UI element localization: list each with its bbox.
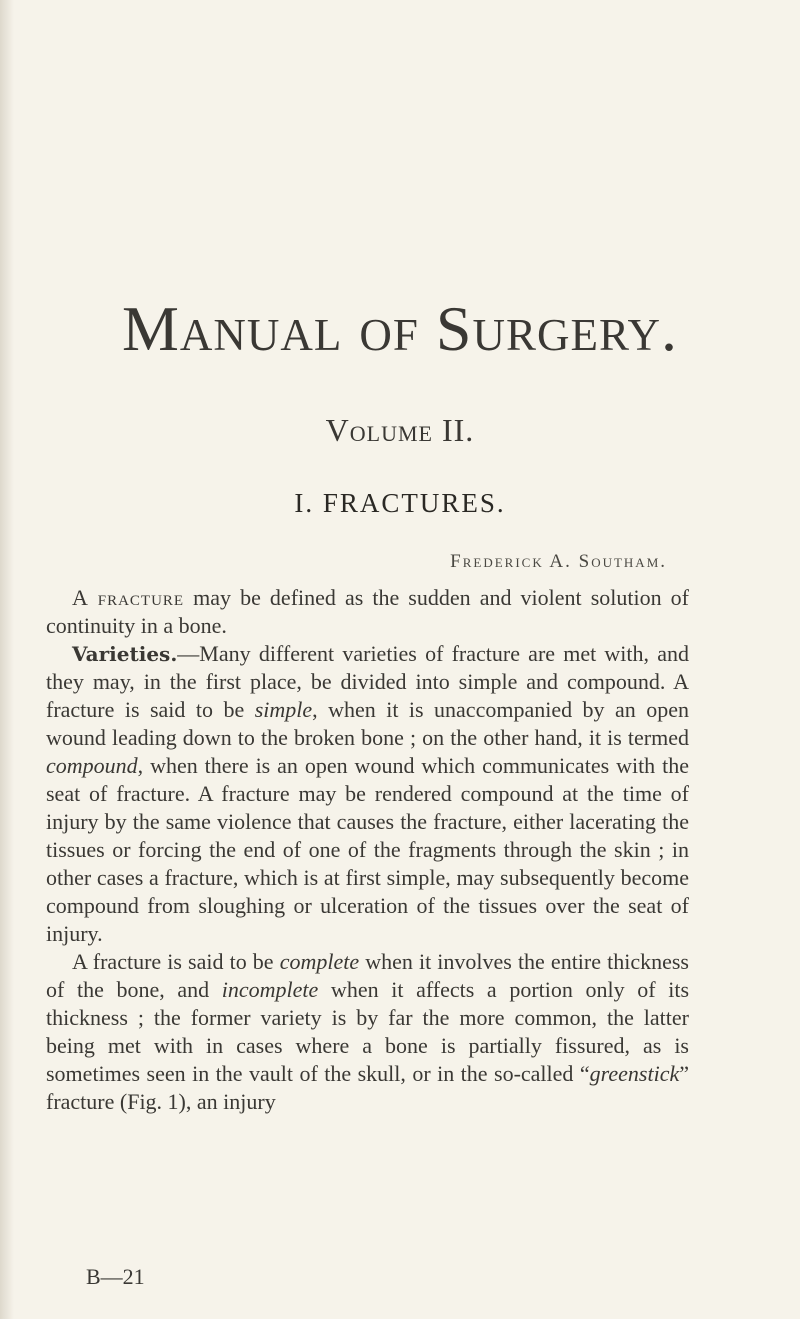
volume-heading: Volume II.: [325, 412, 475, 448]
term-compound: compound: [46, 753, 138, 778]
term-simple: simple: [254, 697, 313, 722]
complete-text-d: ” fracture (Fig. 1), an injury: [46, 1061, 689, 1114]
definition-text: may be defined as the sudden and violent solution of continuity in a bone.: [46, 585, 689, 638]
book-title: Manual of Surgery.: [121, 293, 679, 364]
author-name: Frederick A. Southam.: [450, 551, 667, 572]
term-incomplete: incomplete: [221, 977, 319, 1002]
paragraph-complete: [46, 948, 689, 1116]
body-text: [46, 584, 689, 1116]
varieties-text-c: , when there is an open wound which communicates with the seat of fracture. A fracture may be rendered compound at the time of injury by the same violence that causes the fracture, either lacerating the tissues or forcing the end of one of the fragments through the skin ; in other cases a fracture, which is at first simple, may subsequently become compound from sloughing or ulceration of the tissues over the seat of injury.: [46, 753, 689, 946]
page-edge: [0, 0, 14, 1319]
complete-text-b: when it involves the entire thickness of the bone, and: [46, 949, 689, 1002]
lead-phrase: A fracture: [72, 585, 185, 610]
term-complete: complete: [279, 949, 360, 974]
varieties-heading: Varieties.: [72, 642, 178, 666]
section-title: I. FRACTURES.: [294, 488, 506, 518]
varieties-text-b: , when it is unaccompanied by an open wound leading down to the broken bone ; on the other hand, it is termed: [46, 697, 689, 750]
signature-mark: B—21: [86, 1264, 145, 1289]
complete-text-a: A fracture is said to be: [72, 949, 280, 974]
term-greenstick: greenstick: [589, 1061, 680, 1086]
complete-text-c: when it affects a portion only of its thickness ; the former variety is by far the more common, the latter being met with in cases where a bone is partially fissured, as is sometimes seen in the vault of the skull, or in the so-called “: [46, 977, 689, 1086]
varieties-text-a: —Many different varieties of fracture are met with, and they may, in the first place, be divided into simple and compound. A fracture is said to be: [46, 641, 689, 722]
paragraph-varieties: [46, 640, 689, 948]
paragraph-definition: [46, 584, 689, 640]
